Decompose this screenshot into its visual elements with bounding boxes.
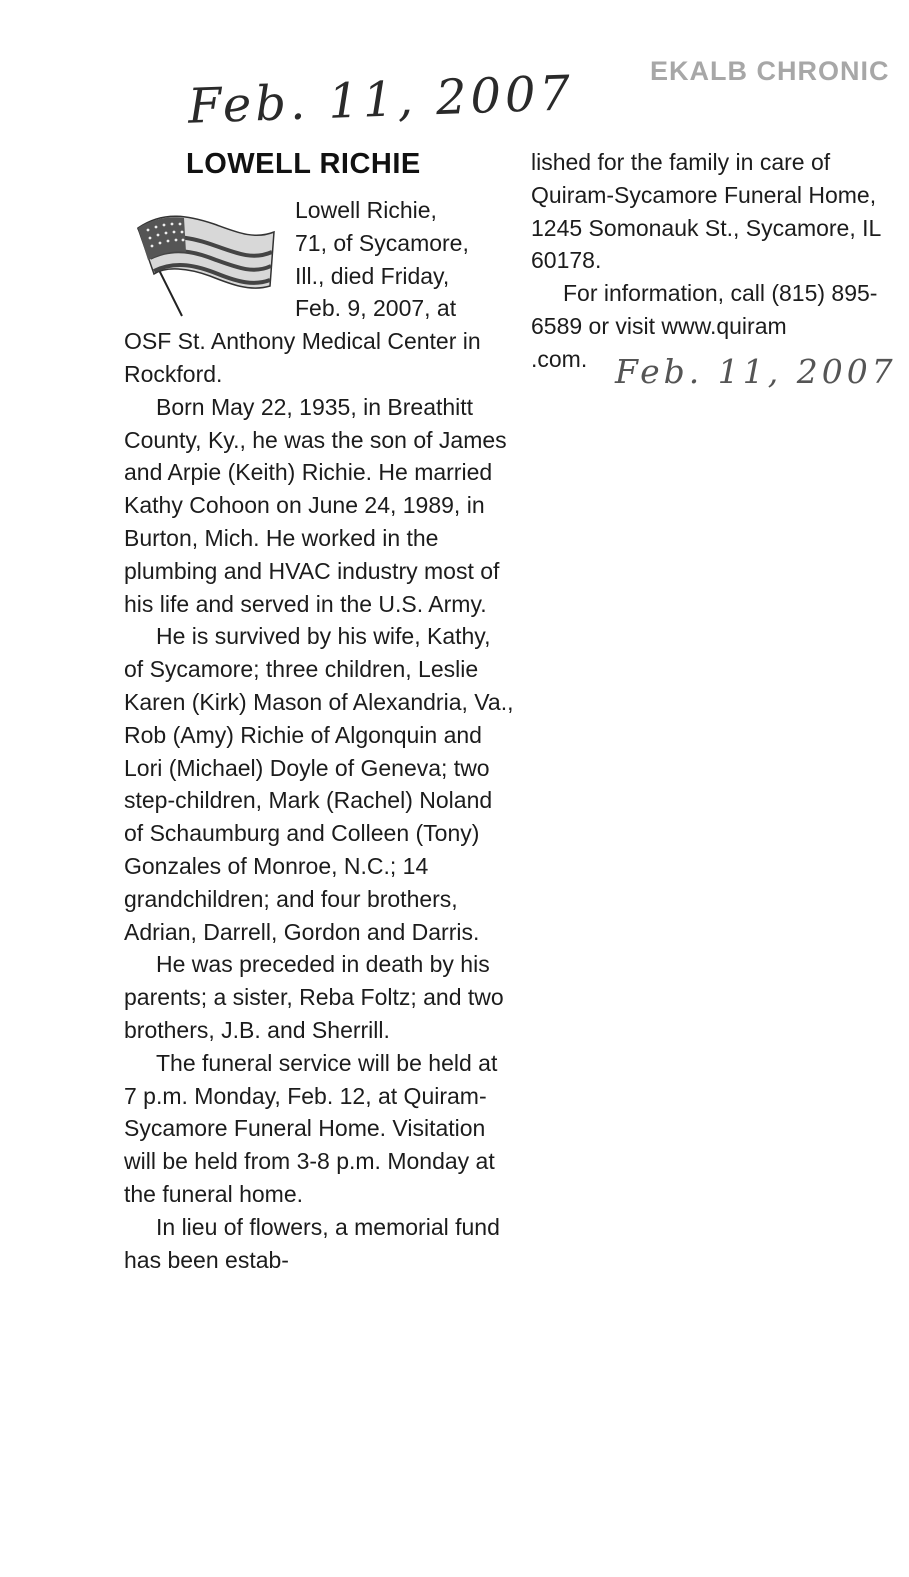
paragraph-funeral-service: The funeral service will be held at 7 p.m. Monday, Feb. 12, at Quiram-Sycamore Funeral Home. Visitation will be held from 3-8 p.m. Monday at the funeral home. bbox=[124, 1049, 498, 1207]
obituary-column-left bbox=[124, 194, 514, 1276]
paragraph-information: For information, call (815) 895-6589 or visit www.quiram bbox=[531, 280, 878, 339]
handwritten-date-top: Feb. 11, 2007 bbox=[187, 65, 575, 135]
opening-line-1: Lowell Richie, bbox=[295, 197, 437, 223]
opening-line-3: Ill., died Friday, bbox=[295, 262, 450, 289]
opening-paragraph-end: OSF St. Anthony Medical Center in Rockford. bbox=[124, 328, 481, 387]
opening-line-4: Feb. 9, 2007, at bbox=[295, 295, 457, 322]
paragraph-memorial-fund: In lieu of flowers, a memorial fund has been estab- bbox=[124, 1213, 500, 1273]
obituary-column-right bbox=[531, 146, 909, 376]
handwritten-date-bottom: Feb. 11, 2007 bbox=[615, 352, 897, 391]
information-url-end: .com. bbox=[531, 345, 588, 372]
paragraph-preceded-in-death: He was preceded in death by his parents; a sister, Reba Foltz; and two brothers, J.B. and Sherrill. bbox=[124, 951, 504, 1043]
paragraph-birth-and-career: Born May 22, 1935, in Breathitt County, Ky., he was the son of James and Arpie (Keith) Richie. He married Kathy Cohoon on June 24, 1989, in Burton, Mich. He worked in the plumbing and HVAC industry most of his life and served in the U.S. Army. bbox=[124, 393, 507, 617]
paragraph-memorial-continued: lished for the family in care of Quiram-Sycamore Funeral Home, 1245 Somonauk St., Sycamore, IL 60178. bbox=[531, 149, 881, 274]
newspaper-masthead: EKALB CHRONIC bbox=[650, 56, 890, 86]
obituary-headline: LOWELL RICHIE bbox=[186, 148, 421, 180]
paragraph-survivors: He is survived by his wife, Kathy, of Sycamore; three children, Leslie Karen (Kirk) Mason of Alexandria, Va., Rob (Amy) Richie of Algonquin and Lori (Michael) Doyle of Geneva; two step-children, Mark (Rachel) Noland of Schaumburg and Colleen (Tony) Gonzales of Monroe, N.C.; 14 grandchildren; and four brothers, Adrian, Darrell, Gordon and Darris. bbox=[124, 623, 514, 945]
american-flag-icon bbox=[124, 194, 289, 324]
opening-line-2: 71, of Sycamore, bbox=[295, 229, 469, 256]
